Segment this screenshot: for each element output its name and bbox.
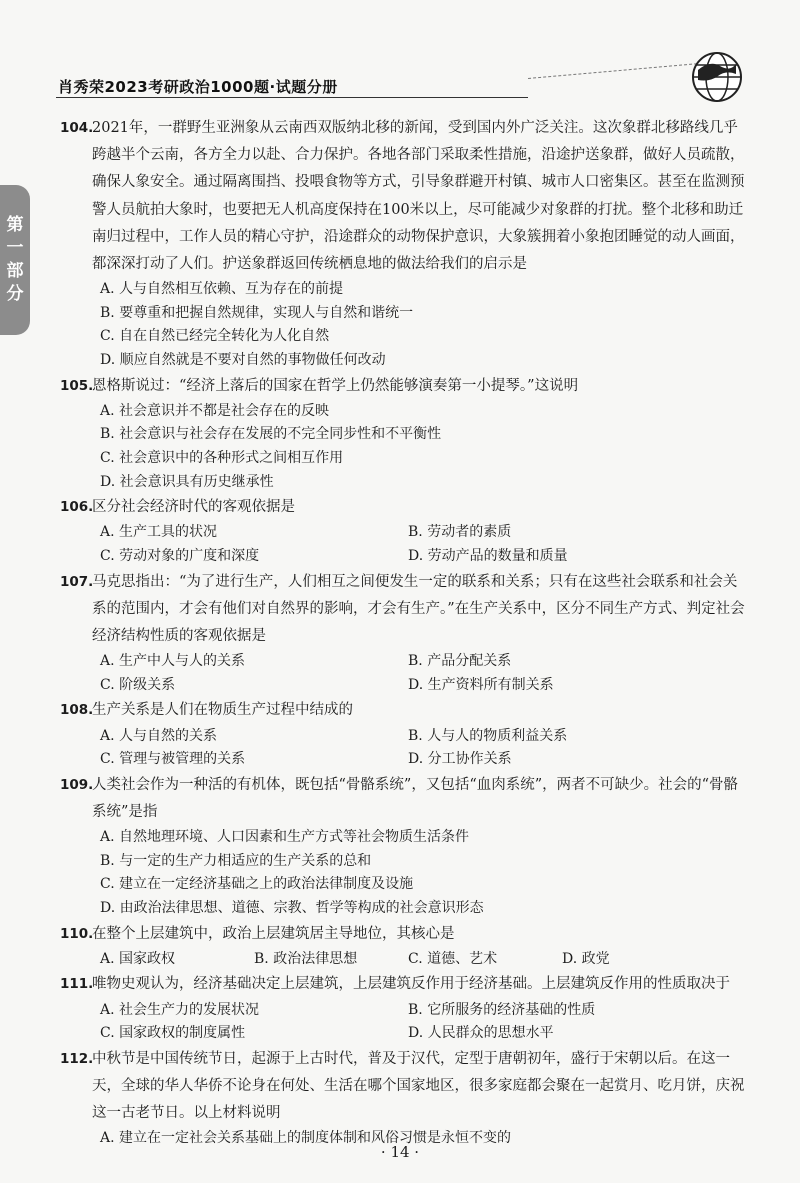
- question-number: 112.: [60, 1050, 94, 1067]
- options: [60, 999, 745, 1046]
- question-text: 人类社会作为一种活的有机体，既包括“骨骼系统”，又包括“血肉系统”，两者不可缺少。社会的“骨骼系统”是指: [92, 776, 739, 820]
- question-text: 唯物史观认为，经济基础决定上层建筑，上层建筑反作用于经济基础。上层建筑反作用的性质取决于: [92, 976, 730, 993]
- page-header: [0, 0, 800, 100]
- option-c: C. 道德、艺术: [408, 950, 498, 967]
- option-d: D. 劳动产品的数量和质量: [408, 547, 568, 564]
- side-tab-char: 第: [6, 215, 24, 235]
- option-b: B. 与一定的生产力相适应的生产关系的总和: [100, 852, 372, 869]
- option-d: D. 生产资料所有制关系: [408, 676, 554, 693]
- question-stem: [60, 1046, 745, 1128]
- option-b: B. 要尊重和把握自然规律，实现人与自然和谐统一: [100, 304, 414, 321]
- option-d: D. 由政治法律思想、道德、宗教、哲学等构成的社会意识形态: [100, 899, 484, 916]
- option-row: [100, 948, 745, 972]
- side-tab-char: 分: [6, 284, 24, 304]
- option-a: A. 国家政权: [100, 950, 176, 967]
- book-title: 肖秀荣2023考研政治1000题·试题分册: [58, 78, 338, 96]
- option-b: B. 人与人的物质利益关系: [408, 727, 568, 744]
- option-c: C. 国家政权的制度属性: [100, 1025, 246, 1042]
- question-list: [60, 115, 745, 1151]
- question-number: 108.: [60, 702, 94, 719]
- question-109: [60, 772, 745, 921]
- question-number: 110.: [60, 925, 94, 942]
- question-text: 马克思指出：“为了进行生产，人们相互之间便发生一定的联系和关系；只有在这些社会联系和社会关系的范围内，才会有他们对自然界的影响，才会有生产。”在生产关系中，区分不同生产方式、判定社会经济结构性质的客观依据是: [92, 573, 745, 644]
- question-number: 111.: [60, 976, 94, 993]
- question-number: 109.: [60, 776, 94, 793]
- question-104: [60, 115, 745, 373]
- option-c: C. 阶级关系: [100, 676, 176, 693]
- question-111: [60, 971, 745, 1045]
- options: [60, 650, 745, 697]
- side-tab-char: 部: [6, 261, 24, 281]
- option-c: C. 劳动对象的广度和深度: [100, 547, 260, 564]
- options: [60, 725, 745, 772]
- option-d: D. 社会意识具有历史继承性: [100, 473, 274, 490]
- option-c: C. 社会意识中的各种形式之间相互作用: [100, 449, 344, 466]
- options: [60, 278, 745, 372]
- option-d: D. 政党: [562, 950, 610, 967]
- option-row: [100, 650, 745, 674]
- question-108: [60, 697, 745, 771]
- option-a: A. 建立在一定社会关系基础上的制度体制和风俗习惯是永恒不变的: [100, 1130, 512, 1147]
- option-a: A. 生产工具的状况: [100, 524, 218, 541]
- option-a: A. 人与自然的关系: [100, 727, 218, 744]
- question-110: [60, 921, 745, 972]
- options: [60, 826, 745, 920]
- question-text: 恩格斯说过：“经济上落后的国家在哲学上仍然能够演奏第一小提琴。”这说明: [92, 377, 579, 394]
- option-row: [100, 999, 745, 1023]
- option-b: B. 产品分配关系: [408, 653, 512, 670]
- question-stem: [60, 697, 745, 724]
- question-number: 107.: [60, 573, 94, 590]
- question-text: 中秋节是中国传统节日，起源于上古时代，普及于汉代，定型于唐朝初年，盛行于宋朝以后。在这一天，全球的华人华侨不论身在何处、生活在哪个国家地区，很多家庭都会聚在一起赏月、吃月饼，庆祝这一古老节日。以上材料说明: [92, 1050, 745, 1122]
- option-row: [100, 1022, 745, 1046]
- option-b: B. 社会意识与社会存在发展的不完全同步性和不平衡性: [100, 426, 442, 443]
- question-text: 区分社会经济时代的客观依据是: [92, 499, 295, 516]
- question-stem: [60, 921, 745, 948]
- option-a: A. 人与自然相互依赖、互为存在的前提: [100, 281, 344, 298]
- option-c: C. 建立在一定经济基础之上的政治法律制度及设施: [100, 876, 414, 893]
- question-stem: [60, 772, 745, 826]
- option-a: A. 自然地理环境、人口因素和生产方式等社会物质生活条件: [100, 829, 470, 846]
- option-d: D. 顺应自然就是不要对自然的事物做任何改动: [100, 352, 386, 368]
- option-b: B. 劳动者的素质: [408, 524, 512, 541]
- options: [60, 948, 745, 972]
- option-a: A. 社会生产力的发展状况: [100, 1001, 260, 1018]
- options: [60, 400, 745, 494]
- option-b: B. 它所服务的经济基础的性质: [408, 1001, 596, 1018]
- option-a: A. 生产中人与人的关系: [100, 653, 246, 670]
- question-text: 2021年，一群野生亚洲象从云南西双版纳北移的新闻，受到国内外广泛关注。这次象群北移路线几乎跨越半个云南，各方全力以赴、合力保护。各地各部门采取柔性措施，沿途护送象群，做好人员疏散，确保人象安全。通过隔离围挡、投喂食物等方式，引导象群避开村镇、城市人口密集区。甚至在监测预警人员航拍大象时，也要把无人机高度保持在100米以上，尽可能减少对象群的打扰。整个北移和助迁南归过程中，工作人员的精心守护，沿途群众的动物保护意识，大象簇拥着小象抱团睡觉的动人画面，都深深打动了人们。护送象群返回传统栖息地的做法给我们的启示是: [92, 120, 745, 273]
- part-side-tab: [0, 185, 30, 335]
- globe-logo-icon: [690, 50, 744, 104]
- question-text: 生产关系是人们在物质生产过程中结成的: [92, 702, 353, 719]
- question-106: [60, 494, 745, 568]
- side-tab-char: 一: [6, 238, 24, 258]
- page-number: · 14 ·: [380, 1143, 420, 1161]
- question-text: 在整个上层建筑中，政治上层建筑居主导地位，其核心是: [92, 925, 455, 942]
- option-c: C. 自在自然已经完全转化为人化自然: [100, 328, 330, 345]
- option-c: C. 管理与被管理的关系: [100, 751, 246, 768]
- header-rule: [56, 97, 528, 98]
- question-107: [60, 569, 745, 698]
- option-row: [100, 748, 745, 772]
- question-stem: [60, 115, 745, 278]
- question-stem: [60, 373, 745, 400]
- question-stem: [60, 569, 745, 651]
- option-row: [100, 725, 745, 749]
- question-number: 105.: [60, 377, 94, 394]
- question-stem: [60, 971, 745, 998]
- option-row: [100, 521, 745, 545]
- option-d: D. 分工协作关系: [408, 751, 512, 768]
- option-row: [100, 545, 745, 569]
- question-number: 106.: [60, 499, 94, 516]
- question-stem: [60, 494, 745, 521]
- option-d: D. 人民群众的思想水平: [408, 1025, 554, 1042]
- option-a: A. 社会意识并不都是社会存在的反映: [100, 402, 330, 419]
- option-b: B. 政治法律思想: [254, 950, 358, 967]
- question-112: [60, 1046, 745, 1151]
- question-105: [60, 373, 745, 495]
- question-number: 104.: [60, 120, 94, 136]
- options: [60, 521, 745, 568]
- option-row: [100, 674, 745, 698]
